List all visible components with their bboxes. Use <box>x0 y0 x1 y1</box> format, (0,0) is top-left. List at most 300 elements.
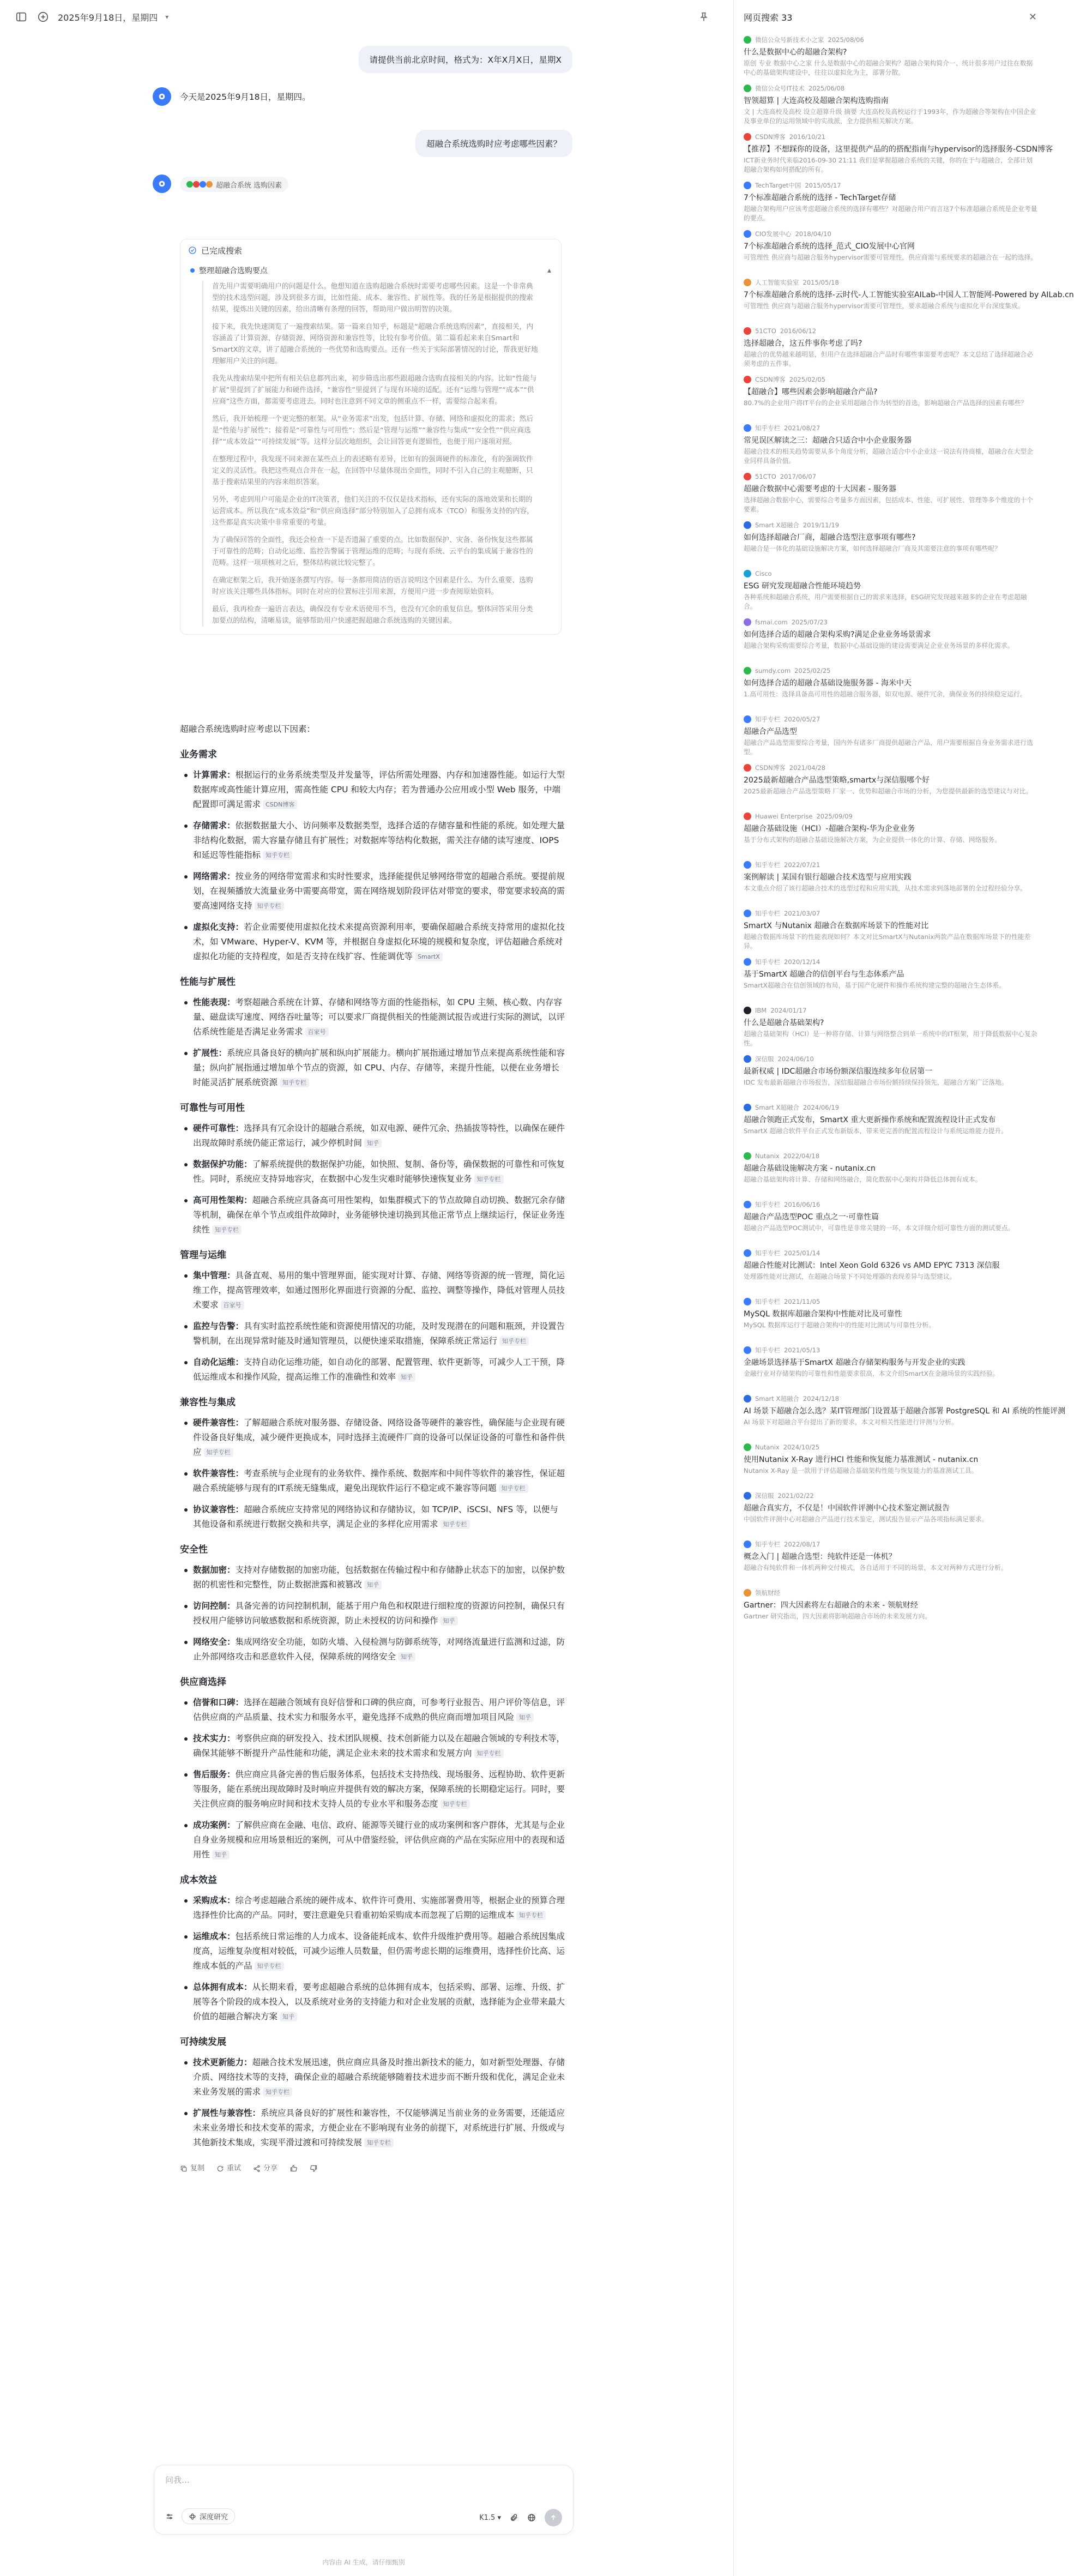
result-title[interactable]: SmartX 与Nutanix 超融合在数据库场景下的性能对比 <box>744 922 929 930</box>
result-meta <box>744 132 1038 142</box>
search-result[interactable] <box>744 520 1038 563</box>
result-title[interactable]: 如何选择超融合厂商，超融合选型注意事项有哪些? <box>744 533 916 542</box>
result-snippet: 基于分布式架构的超融合基础设施解决方案，为企业提供一体化的计算、存储、网络服务。 <box>744 836 1001 844</box>
point-label: 集中管理： <box>193 1271 236 1280</box>
citation-chip[interactable]: 百家号 <box>221 1301 244 1310</box>
result-snippet: 超融合是一体化的基础设施解决方案，如何选择超融合厂商及其需要注意的事项有哪些呢？ <box>744 545 1001 552</box>
result-title[interactable]: 超融合基础设施解决方案 - nutanix.cn <box>744 1164 876 1173</box>
search-result[interactable] <box>744 132 1053 174</box>
copy-label: 复制 <box>190 2164 205 2172</box>
close-icon[interactable]: ✕ <box>1028 11 1037 23</box>
message-input[interactable] <box>165 2474 558 2496</box>
result-meta <box>744 1394 1038 1404</box>
search-result[interactable] <box>744 666 1038 708</box>
result-meta <box>744 763 1038 773</box>
citation-chip[interactable]: 百家号 <box>305 1027 329 1037</box>
site-favicon-icon <box>744 1540 751 1548</box>
result-date: 2020/12/14 <box>784 958 820 966</box>
point-text: 具有实时监控系统性能和资源使用情况的功能，及时发现潜在的问题和瓶颈，并设置告警机制，在出现异常时能及时通知管理员，以便快速采取措施，保障系统正常运行 <box>193 1321 565 1346</box>
point-text: 超融合技术发展迅速，供应商应具备及时推出新技术的能力，如对新型处理器、存储介质、网络技术等的支持，确保企业的超融合系统能够随着技术进步而不断升级和优化，满足企业未来业务发展的需求 <box>193 2057 565 2097</box>
result-meta <box>744 472 1038 482</box>
citation-chip[interactable]: SmartX <box>415 952 443 961</box>
pin-icon[interactable] <box>697 10 711 24</box>
result-date: 2015/05/18 <box>803 279 839 286</box>
site-favicon-icon <box>744 424 751 432</box>
answer-point <box>180 768 566 812</box>
result-site: Nutanix <box>755 1443 780 1451</box>
search-sources-chip[interactable] <box>180 177 288 192</box>
answer-point <box>180 1599 566 1628</box>
result-snippet: 可管理性 供应商与超融合服务hypervisor需要可管理性，要求超融合系统与虚拟化平台深度集成。 <box>744 302 1024 310</box>
site-favicon-icon <box>744 1249 751 1257</box>
result-site: TechTarget中国 <box>755 182 801 189</box>
search-result[interactable] <box>744 229 1038 272</box>
point-label: 高可用性架构： <box>193 1195 252 1205</box>
thumbs-down-button[interactable] <box>310 2164 318 2172</box>
point-label: 性能表现： <box>193 997 236 1007</box>
result-date: 2015/05/17 <box>805 182 841 189</box>
search-result[interactable] <box>744 860 1038 902</box>
point-text: 综合考虑超融合系统的硬件成本、软件许可费用、实施部署费用等，根据企业的预算合理选择性价比高的产品。同时，要注意避免只看重初始采购成本而忽视了后期的运维成本 <box>193 1895 565 1920</box>
share-button[interactable] <box>253 2161 277 2176</box>
result-title[interactable]: 超融合产品选型 <box>744 727 797 736</box>
result-title[interactable]: 什么是数据中心的超融合架构? <box>744 48 847 57</box>
result-site: 知乎专栏 <box>755 861 780 869</box>
section-list <box>180 1268 566 1385</box>
result-snippet: 原创 专业 数据中心之家 什么是数据中心的超融合架构？超融合架构简介一、统计很多用户过往在数据中心的基础架构建设中，往往以虚拟化为主，部署分散。 <box>744 59 1033 76</box>
result-title[interactable]: 7个标准超融合系统的选择_范式_CIO发展中心官网 <box>744 242 915 251</box>
assistant-avatar <box>153 87 171 106</box>
section-list <box>180 1416 566 1532</box>
site-favicon-icon <box>744 812 751 820</box>
citation-chip[interactable]: 知乎 <box>280 2012 297 2021</box>
result-meta <box>744 1588 1038 1598</box>
arrow-up-icon <box>550 2514 557 2521</box>
search-result[interactable] <box>744 423 1038 466</box>
atom-icon <box>189 2513 196 2520</box>
result-snippet: 超融合产品选型需要综合考量，国内外有诸多厂商提供超融合产品，用户需要根据自身业务需求进行选型。 <box>744 739 1033 756</box>
citation-chip[interactable]: 知乎 <box>398 1652 415 1662</box>
site-favicon-icon <box>744 1443 751 1451</box>
result-site: sumdy.com <box>755 667 791 675</box>
result-meta <box>744 180 1038 190</box>
result-meta <box>744 278 1038 287</box>
globe-icon[interactable] <box>527 2513 536 2522</box>
result-site: 人工智能实验室 <box>755 279 799 286</box>
point-label: 网络安全： <box>193 1637 236 1647</box>
result-snippet: 超融合产品选型POC测试中，可靠性是非常关键的一环，本文详细介绍可靠性方面的测试要点。 <box>744 1224 1015 1232</box>
answer-point <box>180 1818 566 1862</box>
search-result[interactable] <box>744 1539 1038 1582</box>
result-title[interactable]: 最新权威 | IDC超融合市场份额深信服连续多年位居第一 <box>744 1067 933 1076</box>
search-result[interactable] <box>744 714 1038 757</box>
result-meta <box>744 326 1038 336</box>
result-snippet: IDC 发布最新超融合市场报告，深信服超融合市场份额持续保持领先，超融合方案广泛落地。 <box>744 1079 1008 1086</box>
answer-point <box>180 1563 566 1592</box>
result-title[interactable]: 选择超融合，这五件事你考虑了吗? <box>744 339 862 348</box>
site-favicon-icon <box>744 1055 751 1063</box>
citation-chip[interactable]: CSDN博客 <box>263 800 297 809</box>
result-date: 2016/06/16 <box>784 1201 820 1208</box>
site-favicon-icon <box>744 1346 751 1354</box>
result-site: 知乎专栏 <box>755 1249 780 1257</box>
citation-chip[interactable]: 知乎专栏 <box>499 1337 529 1346</box>
result-title[interactable]: 什么是超融合基础架构? <box>744 1019 824 1027</box>
answer-point <box>180 818 566 863</box>
answer-point <box>180 920 566 964</box>
result-title[interactable]: 超融合性能对比测试：Intel Xeon Gold 6326 vs AMD EPYC 7313 深信服 <box>744 1261 1000 1270</box>
citation-chip[interactable]: 知乎 <box>516 1713 534 1722</box>
share-icon <box>253 2165 261 2172</box>
result-date: 2018/04/10 <box>795 230 831 238</box>
deep-search-toggle[interactable] <box>182 2508 235 2524</box>
citation-chip[interactable]: 知乎 <box>364 1139 382 1148</box>
answer-point <box>180 1731 566 1761</box>
result-meta <box>744 375 1038 384</box>
answer-point <box>180 1193 566 1237</box>
panel-header <box>734 0 1047 34</box>
result-site: Huawei Enterprise <box>755 812 813 820</box>
user-message: 请提供当前北京时间，格式为：X年X月X日，星期X <box>359 46 572 73</box>
citation-chip[interactable]: 知乎专栏 <box>516 1911 546 1920</box>
result-date: 2022/07/21 <box>784 861 820 869</box>
result-site: 知乎专栏 <box>755 958 780 966</box>
result-site: 51CTO <box>755 327 776 335</box>
result-title[interactable]: 7个标准超融合系统的选择 - TechTarget存储 <box>744 194 896 202</box>
section-list <box>180 1563 566 1664</box>
result-title[interactable]: 超融合领跑正式发布，SmartX 重大更新操作系统和配置流程设计正式发布 <box>744 1116 996 1124</box>
result-meta <box>744 1345 1038 1355</box>
citation-chip[interactable]: 知乎专栏 <box>474 1749 504 1758</box>
result-snippet: 超融合基础架构（HCI）是一种将存储、计算与网络整合到单一系统中的IT框架，用于降低数据中心复杂性。 <box>744 1030 1037 1047</box>
result-site: CSDN博客 <box>755 764 786 772</box>
site-favicon-icon <box>744 279 751 286</box>
search-result[interactable] <box>744 569 1038 611</box>
point-text: 根据运行的业务系统类型及并发量等，评估所需处理器、内存和加速器性能。如运行大型数据库或高性能计算应用，需高性能 CPU 和较大内存；若为普通办公应用或小型 Web 服务，中端配置即可满足需求 <box>193 770 565 809</box>
thinking-paragraph: 然后，我开始梳理一个更完整的框架。从“业务需求”出发，包括计算、存储、网络和虚拟化的需求；然后是“性能与扩展性”；接着是“可靠性与可用性”；然后是“管理与运维”“兼容性与集成”“安全性”“供应商选择”“成本效益”“可持续发展”等。这样分层次地组织，会让回答更有逻辑性，也便于用户逐项对照。 <box>212 415 534 446</box>
search-result[interactable] <box>744 1151 1038 1194</box>
result-site: Nutanix <box>755 1152 780 1160</box>
point-text: 选择具有冗余设计的超融合系统，如双电源、硬件冗余、热插拔等特性，以确保在硬件出现故障时系统仍能正常运行，减少停机时间 <box>193 1123 565 1148</box>
point-label: 运维成本： <box>193 1931 236 1941</box>
conversation-title[interactable]: 2025年9月18日，星期四 <box>58 12 158 23</box>
result-date: 2019/11/19 <box>803 521 840 529</box>
send-button[interactable] <box>545 2509 562 2526</box>
citation-chip[interactable]: 知乎 <box>441 1616 458 1626</box>
thinking-step[interactable] <box>180 261 561 280</box>
citation-chip[interactable]: 知乎专栏 <box>263 2087 292 2097</box>
result-date: 2020/05/27 <box>784 715 820 723</box>
result-meta <box>744 714 1038 724</box>
result-site: Smart X超融合 <box>755 521 799 529</box>
result-title[interactable]: 7个标准超融合系统的选择-云时代-人工智能实验室AILab-中国人工智能网-Powered by AILab.cn <box>744 291 1074 299</box>
citation-chip[interactable]: 知乎 <box>364 1580 382 1590</box>
source-favicon-icon <box>186 181 193 188</box>
answer-point <box>180 1355 566 1385</box>
section-list <box>180 2055 566 2150</box>
site-favicon-icon <box>744 1589 751 1597</box>
search-result[interactable] <box>744 617 1038 660</box>
point-text: 选择在超融合领域有良好信誉和口碑的供应商，可参考行业报告、用户评价等信息，评估供应商的产品质量、技术实力和服务水平，避免选择不成熟的供应商而增加项目风险 <box>193 1698 565 1722</box>
result-meta <box>744 811 1038 821</box>
result-snippet: 超融合架构采购需要综合考量，数据中心基础设施的建设需要满足企业业务场景的多样化需求。 <box>744 642 1014 649</box>
result-title[interactable]: 超融合产品选型POC 重点之一·可靠性篇 <box>744 1213 879 1221</box>
search-result[interactable] <box>744 1248 1038 1291</box>
point-text: 了解系统提供的数据保护功能，如快照、复制、备份等，确保数据的可靠性和可恢复性。同时，系统应支持异地容灾，在数据中心发生灾难时能够快速恢复业务 <box>193 1159 565 1184</box>
result-snippet: AI 场景下对超融合平台提出了新的要求，本文对相关性能进行评测与分析。 <box>744 1418 958 1426</box>
citation-chip[interactable]: 知乎 <box>398 1373 415 1382</box>
search-result[interactable] <box>744 35 1038 77</box>
check-circle-icon <box>188 246 197 255</box>
site-favicon-icon <box>744 1007 751 1014</box>
result-date: 2024/06/19 <box>803 1104 840 1111</box>
thumbs-up-button[interactable] <box>289 2164 298 2172</box>
result-snippet: 金融行业对存储架构的可靠性和性能要求很高，本文介绍SmartX在金融场景的实践经验。 <box>744 1370 999 1377</box>
answer-point <box>180 1767 566 1811</box>
citation-chip[interactable]: 知乎专栏 <box>263 851 292 860</box>
result-snippet: 可管理性 供应商与超融合服务hypervisor需要可管理性，供应商需与系统要求的超融合在一起的选择。 <box>744 254 1037 261</box>
point-label: 自动化运维： <box>193 1357 244 1367</box>
point-text: 集成网络安全功能，如防火墙、入侵检测与防御系统等，对网络流量进行监测和过滤，防止外部网络攻击和恶意软件入侵，保障系统的网络安全 <box>193 1637 565 1662</box>
result-site: 知乎专栏 <box>755 424 780 432</box>
result-title[interactable]: 超融合数据中心需要考虑的十大因素 - 服务器 <box>744 485 896 493</box>
point-label: 硬件兼容性： <box>193 1418 244 1428</box>
citation-chip[interactable]: 知乎专栏 <box>212 1225 242 1235</box>
thinking-paragraph: 最后，我再检查一遍语言表达，确保没有专业术语使用不当，也没有冗余的重复信息。整体回答采用分类加要点的结构，清晰易读，能够帮助用户快速把握超融合系统选购的关键因素。 <box>212 605 533 625</box>
result-meta <box>744 1006 1038 1015</box>
search-result[interactable] <box>744 326 1038 369</box>
site-favicon-icon <box>744 910 751 917</box>
result-title[interactable]: 超融合基础设施（HCI）-超融合架构-华为企业业务 <box>744 824 915 833</box>
thinking-paragraph: 接下来，我先快速浏览了一遍搜索结果。第一篇来自知乎，标题是“超融合系统选购因素”，直接相关，内容涵盖了计算资源、存储资源、网络资源和兼容性等，比较有参考价值。第二篇看起来来自Smart和SmartX的文章，讲了超融合系统的一些优势和选购要点。还有一些关于实际部署情况的讨论，帮我更好地理解用户关注的问题。 <box>212 323 538 365</box>
search-result[interactable] <box>744 1297 1038 1339</box>
result-date: 2025/09/09 <box>816 812 853 820</box>
section-heading: 性能与扩展性 <box>180 977 236 988</box>
point-text: 从长期来看，要考虑超融合系统的总体拥有成本，包括采购、部署、运维、升级、扩展等各个阶段的成本投入，以及系统对业务的支持能力和对企业发展的贡献，选择能为企业带来最大价值的超融合解决方案 <box>193 1982 565 2021</box>
result-site: 知乎专栏 <box>755 1346 780 1354</box>
result-snippet: 选择超融合数据中心，需要综合考量多方面因素，包括成本、性能、可扩展性、管理等多个维度的十个要素。 <box>744 496 1033 513</box>
point-text: 支持自动化运维功能，如自动化的部署、配置管理、软件更新等，可减少人工干预，降低运维成本和操作风险，提高运维工作的准确性和效率 <box>193 1357 565 1382</box>
result-title[interactable]: 如何选择合适的超融合架构采购?满足企业业务场景需求 <box>744 630 931 639</box>
result-date: 2024/10/25 <box>783 1443 820 1451</box>
result-date: 2025/08/06 <box>828 36 864 44</box>
answer-point <box>180 1319 566 1349</box>
citation-chip[interactable]: 知乎专栏 <box>280 1078 309 1087</box>
site-favicon-icon <box>744 327 751 335</box>
result-title[interactable]: ESG 研究发现超融合性能环境趋势 <box>744 582 861 591</box>
citation-chip[interactable]: 知乎专栏 <box>204 1448 233 1457</box>
search-result[interactable] <box>744 763 1038 805</box>
result-snippet: MySQL 数据库运行于超融合架构中的性能对比测试与可靠性分析。 <box>744 1321 935 1329</box>
answer-point <box>180 2055 566 2099</box>
site-favicon-icon <box>744 230 751 238</box>
point-label: 访问控制： <box>193 1601 236 1611</box>
section-list <box>180 1695 566 1862</box>
point-label: 采购成本： <box>193 1895 236 1905</box>
result-date: 2022/08/17 <box>784 1540 820 1548</box>
result-date: 2025/07/23 <box>791 618 828 626</box>
section-list <box>180 1121 566 1237</box>
result-title[interactable]: 超融合真实方，不仅是！中国软件评测中心技术鉴定测试报告 <box>744 1504 950 1513</box>
search-result[interactable] <box>744 957 1038 1000</box>
citation-chip[interactable]: 知乎专栏 <box>255 1961 284 1971</box>
search-result[interactable] <box>744 472 1038 514</box>
thinking-paragraph: 我先从搜索结果中把所有相关信息都列出来，初步筛选出那些跟超融合选购直接相关的内容。比如“性能与扩展”里提到了扩展能力和硬件选择，“兼容性”里提到了与现有环境的适配。还有“运维与管理”“成本”“供应商”这些方面，都需要考虑进去。同时也注意到不同文章的侧重点不一样，需要综合起来看。 <box>212 375 537 406</box>
answer-point <box>180 869 566 913</box>
section-heading: 供应商选择 <box>180 1677 226 1688</box>
chevron-up-icon[interactable]: ▴ <box>547 266 551 275</box>
search-result[interactable] <box>744 1200 1038 1242</box>
citation-chip[interactable]: 知乎专栏 <box>474 1175 504 1184</box>
search-result[interactable] <box>744 83 1038 126</box>
search-result[interactable] <box>744 1103 1038 1145</box>
result-title[interactable]: 金融场景选择基于SmartX 超融合存储架构服务与开发企业的实践 <box>744 1358 966 1367</box>
search-results-panel <box>733 0 1074 2576</box>
thinking-status: 已完成搜索 <box>201 245 243 256</box>
answer-intro: 超融合系统选购时应考虑以下因素： <box>180 724 316 734</box>
site-favicon-icon <box>744 133 751 141</box>
site-favicon-icon <box>744 570 751 577</box>
retry-button[interactable] <box>216 2161 241 2176</box>
new-chat-icon[interactable] <box>36 10 50 24</box>
result-date: 2025/02/25 <box>794 667 831 675</box>
result-date: 2016/06/12 <box>780 327 817 335</box>
result-title[interactable]: 智领超算 | 大连高校及超融合架构选购指南 <box>744 97 889 105</box>
result-meta <box>744 1151 1038 1161</box>
result-title[interactable]: AI 场景下超融合怎么选？某IT管理部门设置基于超融合部署 PostgreSQL 和 AI 系统的性能评测 <box>744 1407 1066 1416</box>
citation-chip[interactable]: 知乎专栏 <box>364 2138 394 2147</box>
result-date: 2017/06/07 <box>780 473 817 480</box>
result-title[interactable]: 【超融合】哪些因素会影响超融合产品? <box>744 388 878 396</box>
citation-chip[interactable]: 知乎 <box>212 1850 230 1859</box>
point-label: 技术更新能力： <box>193 2057 252 2067</box>
search-result[interactable] <box>744 908 1038 951</box>
result-date: 2024/06/10 <box>777 1055 814 1063</box>
result-site: CSDN博客 <box>755 376 786 383</box>
result-title[interactable]: 案例解读 | 某国有银行超融合技术选型与应用实践 <box>744 873 912 882</box>
result-snippet: 文 | 大连高校及高校 设立超算升级 摘要 大连高校及高校运行于1993年，作为超融合等架构在中国企业及事业单位的运用领域中的实战派，全力提供相关解决方案。 <box>744 108 1036 125</box>
citation-chip[interactable]: 知乎专栏 <box>255 901 284 911</box>
result-snippet: 超融合架构用户应该考虑超融合系统的选择有哪些？对超融合用户而言这7个标准超融合系统是企业考量的要点。 <box>744 205 1037 222</box>
result-snippet: 2025最新超融合产品选型策略 厂家一、优势和超融合市场的分析，为您提供最新的选型建议与对比。 <box>744 787 1033 795</box>
copy-button[interactable] <box>180 2161 204 2176</box>
section-list <box>180 995 566 1090</box>
citation-chip[interactable]: 知乎专栏 <box>499 1484 528 1493</box>
result-snippet: SmartX超融合在信创领域的布局，基于国产化硬件和操作系统构建完整的超融合生态体系。 <box>744 982 1006 989</box>
result-title[interactable]: 【推荐】不想踩你的设备，这里提供产品的的搭配指南与hypervisor的选择服务-CSDN博客 <box>744 145 1053 154</box>
step-dot-icon <box>190 268 195 273</box>
search-result[interactable] <box>744 1442 1038 1485</box>
result-meta <box>744 908 1038 918</box>
search-result[interactable] <box>744 375 1038 417</box>
site-favicon-icon <box>744 667 751 675</box>
citation-chip[interactable]: 知乎专栏 <box>441 1520 470 1529</box>
search-result[interactable] <box>744 1588 1038 1630</box>
point-text: 超融合系统应支持常见的网络协议和存储协议，如 TCP/IP、iSCSI、NFS 等，以便与其他设备和系统进行数据交换和共享，满足企业的多样化应用需求 <box>193 1504 558 1529</box>
site-favicon-icon <box>744 958 751 966</box>
result-snippet: 中国软件评测中心对超融合产品进行技术鉴定，测试报告显示产品各项指标满足要求。 <box>744 1515 988 1523</box>
search-result[interactable] <box>744 278 1074 320</box>
search-result[interactable] <box>744 1006 1038 1048</box>
result-title[interactable]: 概念入门 | 超融合选型：纯软件还是一体机？ <box>744 1552 896 1561</box>
result-title[interactable]: 常见误区解读之三：超融合只适合中小企业服务器 <box>744 436 912 445</box>
search-result[interactable] <box>744 1054 1038 1097</box>
refresh-icon <box>216 2165 224 2172</box>
result-snippet: 本文重点介绍了该行超融合技术的选型过程和应用实践，从技术需求到落地部署的全过程经验分享。 <box>744 884 1027 892</box>
result-site: 知乎专栏 <box>755 715 780 723</box>
result-site: CSDN博客 <box>755 133 786 141</box>
result-meta <box>744 423 1038 433</box>
result-meta <box>744 860 1038 870</box>
retry-label: 重试 <box>227 2164 242 2172</box>
user-message: 超融合系统选购时应考虑哪些因素？ <box>415 130 572 157</box>
thinking-step-label: 整理超融合选购要点 <box>199 267 268 275</box>
result-snippet: 各种系统和超融合系统，用户需要根据自己的需求来选择，ESG研究发现越来越多的企业在考虑超融合。 <box>744 593 1027 610</box>
answer-point <box>180 1416 566 1460</box>
thinking-header[interactable] <box>180 239 561 261</box>
thinking-paragraph: 另外，考虑到用户可能是企业的IT决策者，他们关注的不仅仅是技术指标，还有实际的落地效果和长期的运营成本。所以我在“成本效益”和“供应商选择”部分特别加入了总拥有成本（TCO）和服务支持的内容，这些都是真实决策中非常重要的考量。 <box>212 496 534 527</box>
point-label: 数据加密： <box>193 1565 236 1575</box>
panel-title: 网页搜索 33 <box>744 12 793 23</box>
result-title[interactable]: 基于SmartX 超融合的信创平台与生态体系产品 <box>744 970 904 979</box>
result-title[interactable]: 2025最新超融合产品选型策略,smartx与深信服哪个好 <box>744 776 930 785</box>
point-text: 系统应具备良好的横向扩展和纵向扩展能力。横向扩展指通过增加节点来提高系统性能和容量；纵向扩展指通过增加单个节点的资源，如 CPU、内存、存储等，来提升性能，以便在业务增长时能灵活扩展系统资源 <box>193 1048 565 1087</box>
site-favicon-icon <box>744 1152 751 1160</box>
result-meta <box>744 1297 1038 1307</box>
chat-area <box>0 34 731 2576</box>
result-title[interactable]: Gartner：四大因素将左右超融合的未来 - 领航财经 <box>744 1601 918 1610</box>
result-meta <box>744 1103 1038 1112</box>
model-selector[interactable]: K1.5 ▾ <box>479 2513 501 2522</box>
section-heading: 可持续发展 <box>180 2037 226 2048</box>
search-results-list <box>744 35 1074 1636</box>
point-text: 系统应具备良好的扩展性和兼容性，不仅能够满足当前业务的业务需要，还能适应未来业务增长和技术变革的需求，方便企业在不影响现有业务的前提下，对系统进行扩展、升级或与其他新技术集成，实现平滑过渡和可持续发展 <box>193 2108 565 2147</box>
point-label: 网络需求： <box>193 871 236 881</box>
model-label: K1.5 <box>479 2513 496 2522</box>
thumbs-up-icon <box>289 2164 298 2172</box>
search-result[interactable] <box>744 1345 1038 1388</box>
point-text: 供应商应具备完善的售后服务体系，包括技术支持热线、现场服务、远程协助、软件更新等服务，能在系统出现故障时及时响应并提供有效的解决方案，保障系统的长期稳定运行。同时，要关注供应商的服务响应时间和技术支持人员的专业水平和服务态度 <box>193 1770 565 1809</box>
search-result[interactable] <box>744 1491 1038 1533</box>
result-meta <box>744 1200 1038 1209</box>
top-bar <box>0 0 731 34</box>
search-result[interactable] <box>744 180 1038 223</box>
result-date: 2021/03/07 <box>784 910 820 917</box>
deep-search-label: 深度研究 <box>200 2513 228 2521</box>
sidebar-toggle-icon[interactable] <box>14 10 28 24</box>
result-title[interactable]: 使用Nutanix X-Ray 进行HCI 性能和恢复能力基准测试 - nutanix.cn <box>744 1455 979 1464</box>
site-favicon-icon <box>744 473 751 480</box>
answer-point <box>180 1046 566 1090</box>
point-label: 软件兼容性： <box>193 1468 244 1478</box>
result-meta <box>744 617 1038 627</box>
point-text: 按业务的网络带宽需求和实时性要求，选择能提供足够网络带宽的超融合系统。要提前规划，在视频播放大流量业务中需要高带宽，需在网络规划阶段评估对带宽的要求，带宽要求较高的需要高速网络支持 <box>193 871 565 911</box>
tools-icon[interactable] <box>165 2512 174 2521</box>
point-label: 信誉和口碑： <box>193 1698 244 1707</box>
site-favicon-icon <box>744 764 751 772</box>
result-meta <box>744 1539 1038 1549</box>
search-result[interactable] <box>744 1394 1066 1436</box>
attach-icon[interactable] <box>510 2513 518 2522</box>
thumbs-down-icon <box>310 2164 318 2172</box>
citation-chip[interactable]: 知乎专栏 <box>441 1799 470 1809</box>
point-label: 监控与告警： <box>193 1321 244 1331</box>
answer-point <box>180 1695 566 1725</box>
search-result[interactable] <box>744 811 1038 854</box>
result-title[interactable]: 如何选择合适的超融合基础设施服务器 - 海米中天 <box>744 679 912 688</box>
chevron-down-icon[interactable]: ▾ <box>165 13 169 21</box>
result-title[interactable]: MySQL 数据库超融合架构中性能对比及可靠性 <box>744 1310 902 1319</box>
